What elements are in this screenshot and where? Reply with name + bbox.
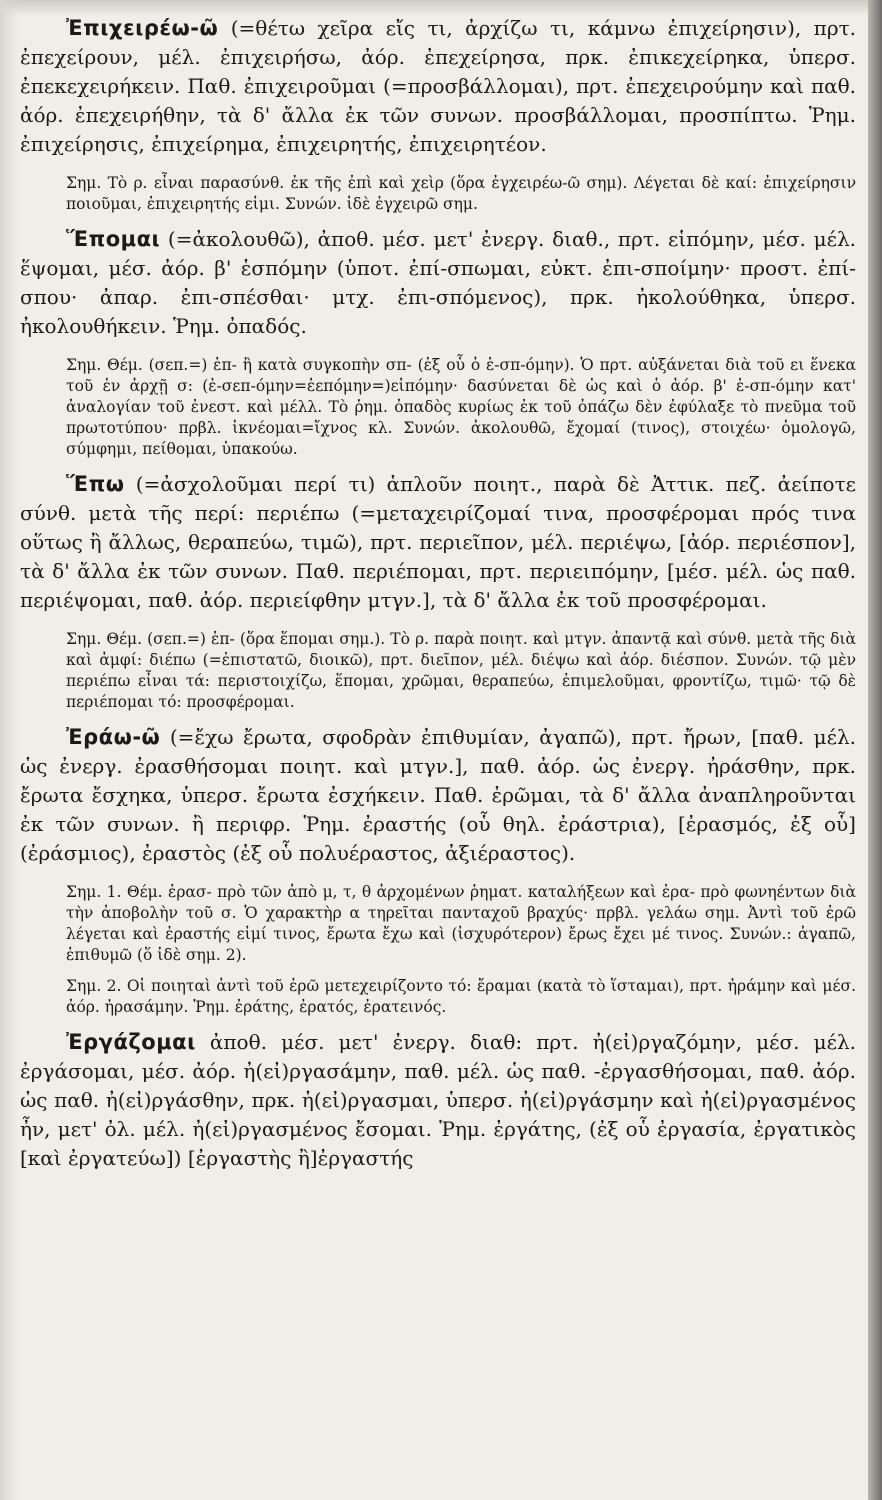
entry-body: ἀποθ. μέσ. μετ' ἐνεργ. διαθ: πρτ. ἠ(εἰ)ργαζόμην, μέσ. μέλ. ἐργάσομαι, μέσ. ἀόρ. ἠ(εἰ)ργασάμην, παθ. μέλ. ὡς παθ. -ἐργασθήσομαι, παθ. ἀόρ. ὡς παθ. ἠ(εἰ)ργάσθην, πρκ. ἠ(εἰ)ργασμαι, ὑπερσ. ἠ(εἰ)ργάσμην καὶ ἠ(εἰ)ργασμένος ἦν, μετ' ὀλ. μέλ. ἠ(εἰ)ργασμένος ἔσομαι. Ῥημ. ἐργάτης, (ἐξ οὗ ἐργασία, ἐργατικὸς [καὶ ἐργατεύω]) [ἐργαστὴς ἢ]ἐργαστής: [20, 1030, 857, 1170]
headword: Ἐπιχειρέω-ῶ: [66, 16, 219, 40]
entry-note: Σημ. 1. Θέμ. ἐρασ- πρὸ τῶν ἀπὸ μ, τ, θ ἀρχομένων ῥηματ. καταλήξεων καὶ ἐρα- πρὸ φωνηέντων διὰ τὴν ἀποβολὴν τοῦ σ. Ὁ χαρακτὴρ α τηρεῖται πανταχοῦ βραχύς· πρβλ. γελάω σημ. Ἀντὶ τοῦ ἐρῶ λέγεται καὶ ἐραστής εἰμί τινος, ἔρωτα ἔχω καὶ (ἰσχυρότερον) ἔρως ἔχει μέ τινος. Συνών.: ἀγαπῶ, ἐπιθυμῶ (ὅ ἰδὲ σημ. 2).: [66, 883, 856, 964]
entry-body: (=ἔχω ἔρωτα, σφοδρὰν ἐπιθυμίαν, ἀγαπῶ), πρτ. ἤρων, [παθ. μέλ. ὡς ἐνεργ. ἐρασθήσομαι ποιητ. καὶ μτγν.], παθ. ἀόρ. ὡς ἐνεργ. ἠράσθην, πρκ. ἔρωτα ἔσχηκα, ὑπερσ. ἔρωτα ἐσχήκειν. Παθ. ἐρῶμαι, τὰ δ' ἄλλα ἀναπληροῦνται ἐκ τῶν συνων. ἢ περιφρ. Ῥημ. ἐραστής (οὗ θηλ. ἐράστρια), [ἐρασμός, ἐξ οὗ] (ἐράσμιος), ἐραστὸς (ἐξ οὗ πολυέραστος, ἀξιέραστος).: [20, 725, 856, 865]
entry-hepo: [20, 470, 856, 713]
headword: Ἕπομαι: [66, 227, 161, 251]
book-spine-edge: [868, 0, 882, 1500]
entry-body: (=θέτω χεῖρα εἴς τι, ἀρχίζω τι, κάμνω ἐπιχείρησιν), πρτ. ἐπεχείρουν, μέλ. ἐπιχειρήσω, ἀόρ. ἐπεχείρησα, πρκ. ἐπικεχείρηκα, ὑπερσ. ἐπεκεχειρήκειν. Παθ. ἐπιχειροῦμαι (=προσβάλλομαι), πρτ. ἐπεχειρούμην καὶ παθ. ἀόρ. ἐπεχειρήθην, τὰ δ' ἄλλα ἐκ τῶν συνων. προσβάλλομαι, προσπίπτω. Ῥημ. ἐπιχείρησις, ἐπιχείρημα, ἐπιχειρητής, ἐπιχειρητέον.: [20, 16, 857, 156]
entry-hepomai: [20, 225, 856, 460]
entry-body: (=ἀκολουθῶ), ἀποθ. μέσ. μετ' ἐνεργ. διαθ., πρτ. εἱπόμην, μέσ. μέλ. ἕψομαι, μέσ. ἀόρ. β' ἑσπόμην (ὑποτ. ἐπί-σπωμαι, εὐκτ. ἐπι-σποίμην· προστ. ἐπί-σπου· ἀπαρ. ἐπι-σπέσθαι· μτχ. ἐπι-σπόμενος), πρκ. ἠκολούθηκα, ὑπερσ. ἠκολουθήκειν. Ῥημ. ὀπαδός.: [20, 227, 856, 338]
entry-note: Σημ. Θέμ. (σεπ.=) ἑπ- ἢ κατὰ συγκοπὴν σπ- (ἐξ οὗ ὁ ἑ-σπ-όμην). Ὁ πρτ. αὐξάνεται διὰ τοῦ ει ἕνεκα τοῦ ἐν ἀρχῇ σ: (ἐ-σεπ-όμην=ἐεπόμην=)εἱπόμην· δασύνεται δὲ ὡς καὶ ὁ ἀόρ. β' ἑ-σπ-όμην κατ' ἀναλογίαν τοῦ ἐνεστ. καὶ μέλλ. Τὸ ῥημ. ὀπαδὸς κυρίως ἐκ τοῦ ὀπάζω δὲν ἐφύλαξε τὸ πνεῦμα τοῦ πρωτοτύπου· πρβλ. ἱκνέομαι=ἴχνος κλ. Συνών. ἀκολουθῶ, ἔχομαί (τινος), στοιχέω· ὁμολογῶ, σύμφημι, πείθομαι, ὑπακούω.: [66, 356, 856, 458]
headword: Ἐράω-ῶ: [66, 725, 161, 749]
entry-note: Σημ. 2. Οἱ ποιηταὶ ἀντὶ τοῦ ἐρῶ μετεχειρίζοντο τό: ἔραμαι (κατὰ τὸ ἵσταμαι), πρτ. ἠράμην καὶ μέσ. ἀόρ. ἠρασάμην. Ῥημ. ἐράτης, ἐρατός, ἐρατεινός.: [66, 977, 856, 1016]
entry-main-text: [20, 14, 856, 159]
headword: Ἐργάζομαι: [66, 1030, 196, 1054]
entry-main-text: [20, 723, 856, 868]
entry-ergazomai: [20, 1028, 856, 1173]
entry-note: Σημ. Τὸ ρ. εἶναι παρασύνθ. ἐκ τῆς ἐπὶ καὶ χεὶρ (ὅρα ἐγχειρέω-ῶ σημ). Λέγεται δὲ καί: ἐπιχείρησιν ποιοῦμαι, ἐπιχειρητής εἰμι. Συνών. ἰδὲ ἐγχειρῶ σημ.: [66, 174, 856, 213]
entry-erao: [20, 723, 856, 1018]
entry-note: Σημ. Θέμ. (σεπ.=) ἑπ- (ὅρα ἕπομαι σημ.). Τὸ ρ. παρὰ ποιητ. καὶ μτγν. ἀπαντᾷ καὶ σύνθ. μετὰ τῆς διὰ καὶ ἀμφί: διέπω (=ἐπιστατῶ, διοικῶ), πρτ. διεῖπον, μέλ. διέψω καὶ ἀόρ. διέσπον. Συνών. τῷ μὲν περιέπω εἶναι τά: περιστοιχίζω, ἕπομαι, χρῶμαι, θεραπεύω, ἐπιμελοῦμαι, φροντίζω, τιμῶ· τῷ δὲ περιέπομαι τό: προσφέρομαι.: [66, 630, 856, 711]
page-left-shadow: [0, 0, 18, 1500]
entry-body: (=ἀσχολοῦμαι περί τι) ἁπλοῦν ποιητ., παρὰ δὲ Ἀττικ. πεζ. ἀείποτε σύνθ. μετὰ τῆς περί: περιέπω (=μεταχειρίζομαί τινα, προσφέρομαι πρός τινα οὕτως ἢ ἄλλως, θεραπεύω, τιμῶ), πρτ. περιεῖπον, μέλ. περιέψω, [ἀόρ. περιέσπον], τὰ δ' ἄλλα ἐκ τῶν συνων. Παθ. περιέπομαι, πρτ. περιειπόμην, [μέσ. μέλ. ὡς παθ. περιέψομαι, παθ. ἀόρ. περιείφθην μτγν.], τὰ δ' ἄλλα ἐκ τοῦ προσφέρομαι.: [20, 472, 857, 612]
entry-main-text: [20, 225, 856, 341]
headword: Ἕπω: [66, 472, 125, 496]
dictionary-text: [20, 14, 856, 1187]
entry-main-text: [20, 1028, 856, 1173]
entry-main-text: [20, 470, 856, 615]
entry-epicheireo: [20, 14, 856, 215]
